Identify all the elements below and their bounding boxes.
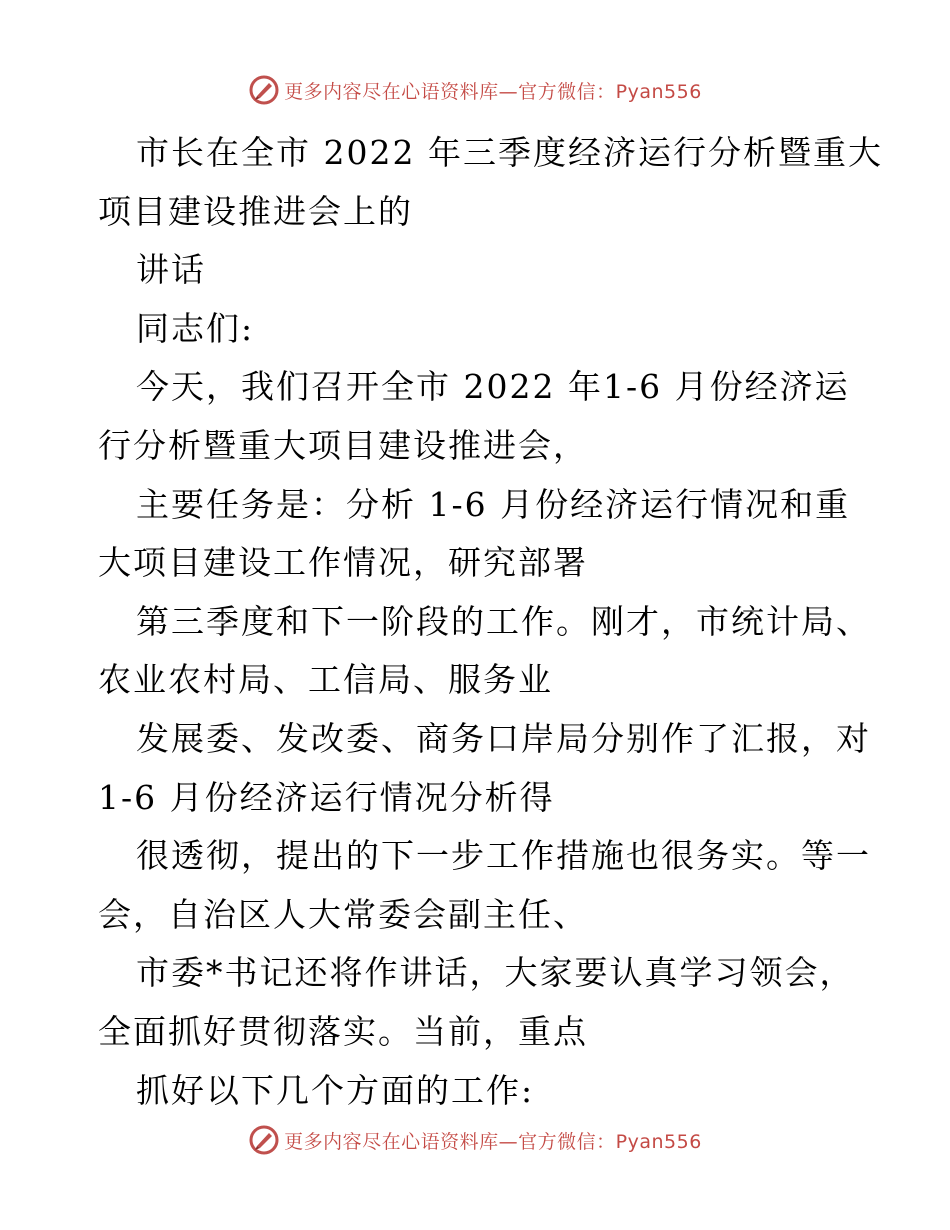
text-line: 全面抓好贯彻落实。当前，重点 [98,1011,588,1051]
text-line: 讲话 [136,250,206,290]
text-line: 1-6 月份经济运行情况分析得 [98,777,555,817]
watermark-text [284,77,702,104]
text-line: 发展委、发改委、商务口岸局分别作了汇报，对 [136,718,871,758]
text-line: 今天，我们召开全市 2022 年1-6 月份经济运 [136,367,850,407]
quill-logo-icon [248,1124,280,1156]
text-line: 抓好以下几个方面的工作: [136,1070,535,1110]
text-line: 同志们: [136,308,255,348]
text-line: 行分析暨重大项目建设推进会， [98,425,588,465]
footer-watermark [0,1122,950,1158]
header-watermark [0,72,950,108]
text-line: 市委*书记还将作讲话，大家要认真学习领会， [136,953,855,993]
text-line: 大项目建设工作情况，研究部署 [98,543,588,583]
text-line: 第三季度和下一阶段的工作。刚才，市统计局、 [136,601,871,641]
watermark-text [284,1127,702,1154]
quill-logo-icon [248,74,280,106]
text-line: 项目建设推进会上的 [98,191,413,231]
text-line: 很透彻，提出的下一步工作措施也很务实。等一 [136,836,871,876]
document-body [98,124,883,1120]
text-line: 市长在全市 2022 年三季度经济运行分析暨重大 [136,133,883,172]
watermark-main: 更多内容尽在心语资料库 [284,80,499,103]
text-line: 农业农村局、工信局、服务业 [98,660,553,700]
watermark-main: 更多内容尽在心语资料库 [284,1130,499,1153]
text-line: 会，自治区人大常委会副主任、 [98,894,588,934]
text-line: 主要任务是：分析 1-6 月份经济运行情况和重 [136,484,851,524]
watermark-tail: —官方微信：Pyan556 [498,1130,702,1153]
watermark-tail: —官方微信：Pyan556 [498,80,702,103]
